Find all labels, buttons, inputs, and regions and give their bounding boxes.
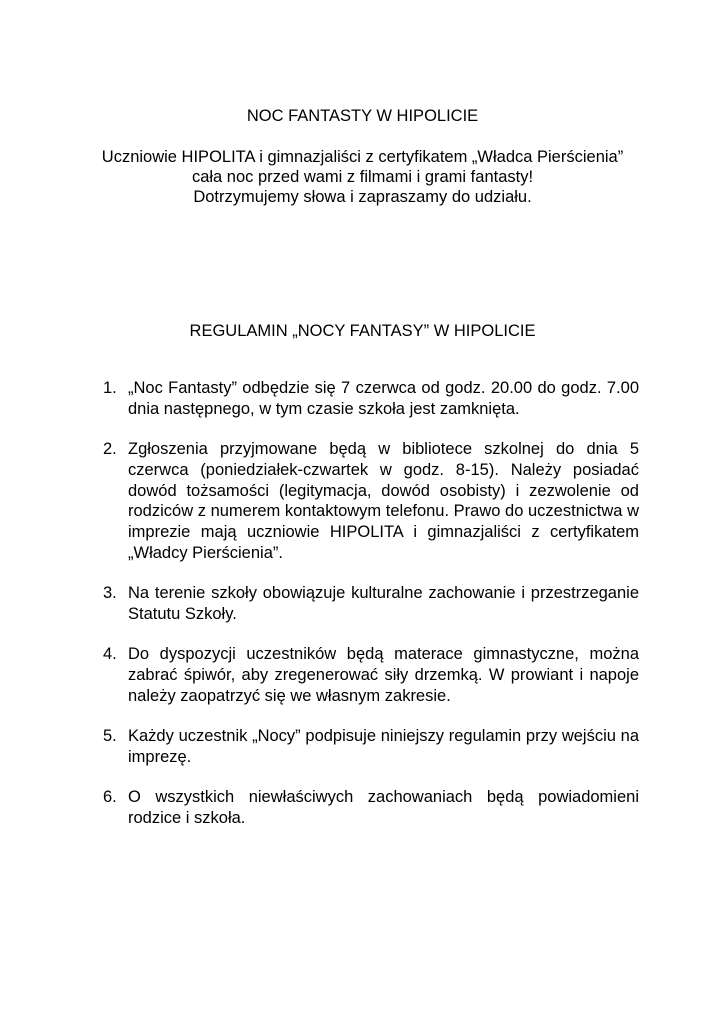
rule-item [103,583,639,625]
rule-item [103,439,639,564]
rule-text: Zgłoszenia przyjmowane będą w bibliotece szkolnej do dnia 5 czerwca (poniedziałek-czwartek w godz. 8-15). Należy posiadać dowód tożsamości (legitymacja, dowód osobisty) i zezwolenie od rodziców z numerem kontaktowym telefonu. Prawo do uczestnictwa w imprezie mają uczniowie HIPOLITA i gimnazjaliści z certyfikatem „Władcy Pierścienia”. [128,440,639,563]
intro-line: Uczniowie HIPOLITA i gimnazjaliści z certyfikatem „Władca Pierścienia” [101,148,624,166]
rule-text: Na terenie szkoły obowiązuje kulturalne zachowanie i przestrzeganie Statutu Szkoły. [128,584,639,624]
rule-text: Każdy uczestnik „Nocy” podpisuje niniejszy regulamin przy wejściu na imprezę. [128,727,639,767]
rule-number: 4. [103,645,117,664]
rule-item [103,378,639,420]
rules-list [103,378,639,849]
rule-text: Do dyspozycji uczestników będą materace gimnastyczne, można zabrać śpiwór, aby zregenerować siły drzemką. W prowiant i napoje należy zaopatrzyć się we własnym zakresie. [128,645,639,706]
document-title: NOC FANTASTY W HIPOLICIE [246,107,479,125]
rule-number: 6. [103,788,117,807]
rule-number: 2. [103,440,117,459]
intro-paragraph [60,147,665,207]
rule-number: 3. [103,584,117,603]
intro-line: cała noc przed wami z filmami i grami fantasty! [191,168,534,186]
rule-number: 5. [103,727,117,746]
rule-item [103,726,639,768]
rule-item [103,787,639,829]
rule-text: O wszystkich niewłaściwych zachowaniach będą powiadomieni rodzice i szkoła. [128,788,639,828]
rule-number: 1. [103,379,117,397]
intro-line: Dotrzymujemy słowa i zapraszamy do udziału. [193,188,532,206]
rules-heading: REGULAMIN „NOCY FANTASY” W HIPOLICIE [189,322,536,340]
rule-item [103,644,639,706]
rule-text: „Noc Fantasty” odbędzie się 7 czerwca od godz. 20.00 do godz. 7.00 dnia następnego, w tym czasie szkoła jest zamknięta. [128,379,639,418]
